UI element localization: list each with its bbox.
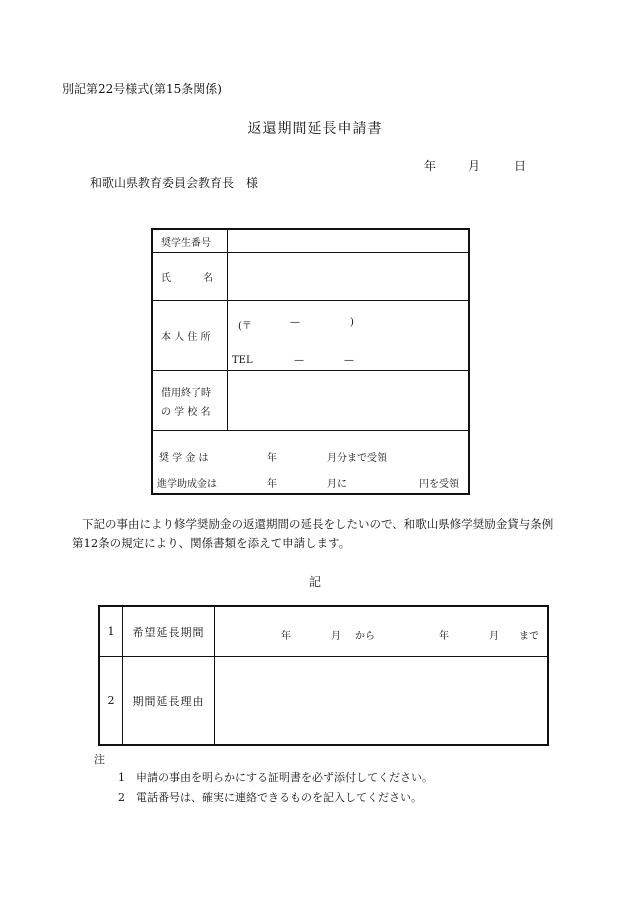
extension-reason-field[interactable] <box>215 657 549 746</box>
grant-label: 進学助成金は <box>157 479 217 490</box>
receipt-info <box>152 431 469 495</box>
row-number-2: 2 <box>99 657 123 746</box>
grant-year: 年 <box>267 479 277 490</box>
scholarship-suffix: 月分まで受領 <box>327 453 387 464</box>
document-title: 返還期間延長申請書 <box>247 121 383 137</box>
school-name-field[interactable] <box>228 371 470 431</box>
tel-dash-1: — <box>294 355 304 366</box>
grant-month: 月に <box>327 479 347 490</box>
school-label: 借用終了時 の 学 校 名 <box>152 371 228 431</box>
scholarship-label: 奨 学 金 は <box>159 453 209 464</box>
request-table <box>98 605 549 746</box>
body-text-line-2: 第12条の規定により、関係書類を添えて申請します。 <box>72 536 351 550</box>
address-field[interactable] <box>228 301 470 371</box>
name-field[interactable] <box>228 253 470 301</box>
student-number-label: 奨学生番号 <box>152 229 228 253</box>
postal-close: ) <box>350 317 354 328</box>
extension-reason-label: 期間延長理由 <box>123 657 215 746</box>
note-item-1: 1 申請の事由を明らかにする証明書を必ず添付してください。 <box>118 771 433 784</box>
date-year: 年 <box>424 159 437 173</box>
extension-period-label: 希望延長期間 <box>123 606 215 657</box>
postal-dash: — <box>290 317 300 328</box>
addressee: 和歌山県教育委員会教育長 様 <box>90 176 259 190</box>
note-item-2: 2 電話番号は、確実に連絡できるものを記入してください。 <box>118 791 422 804</box>
notes-heading: 注 <box>94 753 105 766</box>
scholarship-year: 年 <box>267 453 277 464</box>
body-text-line-1: 下記の事由により修学奨励金の返還期間の延長をしたいので、和歌山県修学奨励金貸与条例 <box>82 517 554 531</box>
row-number-1: 1 <box>99 606 123 657</box>
date-day: 日 <box>514 159 527 173</box>
applicant-info-table <box>151 228 470 495</box>
ki-heading: 記 <box>308 575 321 589</box>
student-number-field[interactable] <box>228 229 470 253</box>
address-label: 本 人 住 所 <box>152 301 228 371</box>
tel-label: TEL <box>232 355 253 366</box>
grant-suffix: 円を受領 <box>419 479 459 490</box>
postal-open: (〒 <box>238 321 252 332</box>
form-number: 別記第22号様式(第15条関係) <box>62 82 222 96</box>
name-label: 氏 名 <box>152 253 228 301</box>
date-month: 月 <box>468 159 481 173</box>
extension-period-field[interactable]: 年 月 から 年 月 まで <box>215 606 549 657</box>
tel-dash-2: — <box>344 355 354 366</box>
